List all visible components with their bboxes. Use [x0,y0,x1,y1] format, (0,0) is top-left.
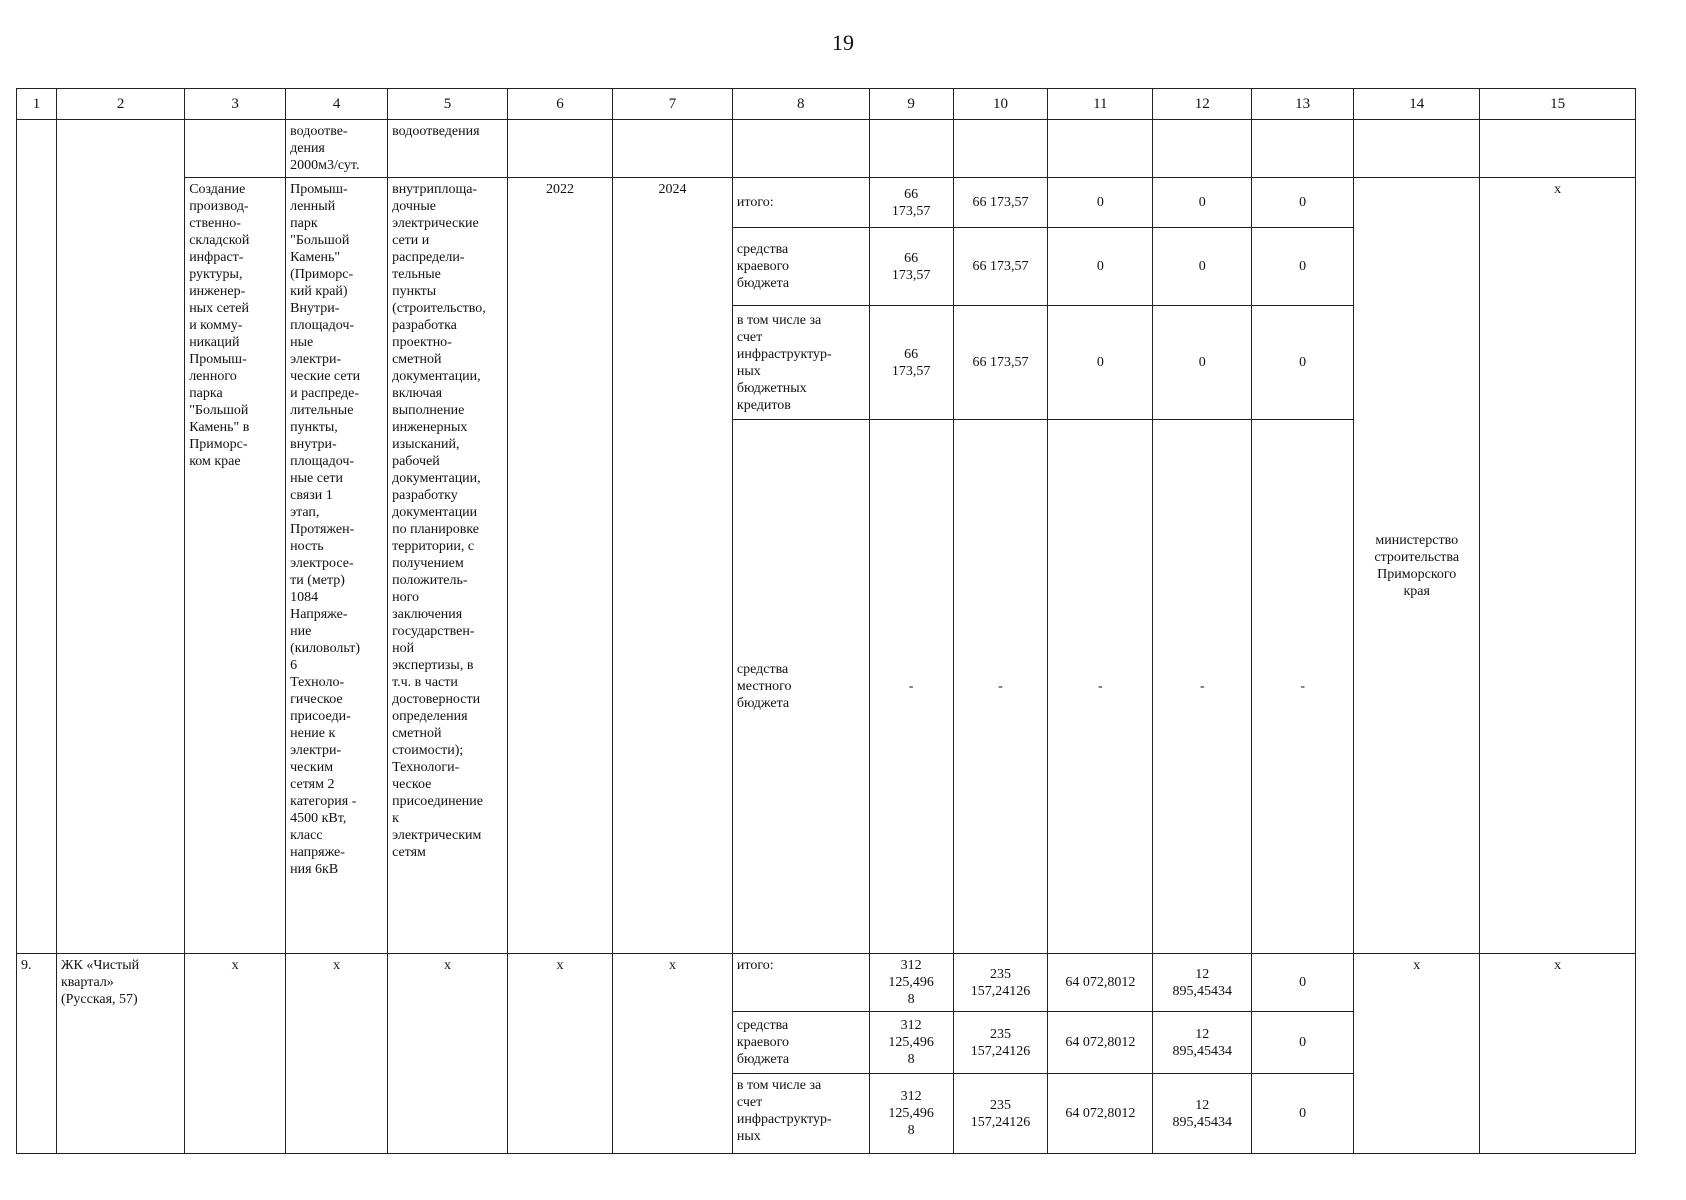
page-number: 19 [832,30,854,55]
x-mark: х [286,954,388,1154]
header-cell: 7 [613,89,733,120]
header-cell: 5 [388,89,508,120]
header-cell: 6 [507,89,612,120]
value-cell: 0 [1252,228,1354,306]
value-cell: 0 [1153,228,1252,306]
x-mark: х [1354,954,1480,1154]
value-cell: 64 072,8012 [1048,1074,1153,1154]
cell-empty [1480,120,1636,178]
value-cell: 312 125,496 8 [869,1074,953,1154]
value-cell: 0 [1153,306,1252,420]
purpose-cell: водоотведения [388,120,508,178]
header-cell: 14 [1354,89,1480,120]
value-cell: - [869,420,953,954]
value-cell: 0 [1252,1012,1354,1074]
start-year: 2022 [507,178,612,954]
responsible-agency: министерство строительства Приморского края [1354,178,1480,954]
project-works: внутриплоща- дочные электрические сети и распредели- тельные пункты (строительство, разработка проектно- сметной документации, включая выполнение инженерных изысканий, рабочей документации, разработку документации по планировке территории, с получением положитель- ного заключения государствен- ной экспертизы, в т.ч. в части достоверности определения сметной стоимости); Технологи- ческое присоединение к электрическим сетям [388,178,508,954]
cell-empty [869,120,953,178]
header-cell: 15 [1480,89,1636,120]
cell-empty [613,120,733,178]
funding-label: в том числе за счет инфраструктур- ных [732,1074,869,1154]
value-cell: 12 895,45434 [1153,1012,1252,1074]
x-mark: х [185,954,286,1154]
value-cell: 0 [1153,178,1252,228]
row-number: 9. [17,954,57,1154]
funding-label: средства краевого бюджета [732,228,869,306]
header-cell: 2 [56,89,184,120]
value-cell: 0 [1252,306,1354,420]
header-cell: 10 [953,89,1048,120]
x-mark: х [1480,954,1636,1154]
value-cell: 0 [1048,306,1153,420]
project-name: ЖК «Чистый квартал» (Русская, 57) [56,954,184,1154]
header-cell: 13 [1252,89,1354,120]
table-row [17,178,1636,228]
x-mark: х [613,954,733,1154]
funding-label: итого: [732,954,869,1012]
continuation-row [17,120,1636,178]
cell-empty [1153,120,1252,178]
x-mark: х [507,954,612,1154]
value-cell: 0 [1048,228,1153,306]
value-cell: 66 173,57 [869,228,953,306]
value-cell: 66 173,57 [953,306,1048,420]
value-cell: 0 [1048,178,1153,228]
value-cell: 312 125,496 8 [869,954,953,1012]
cell-empty [1354,120,1480,178]
value-cell: 66 173,57 [953,178,1048,228]
cell-empty [732,120,869,178]
header-cell: 4 [286,89,388,120]
cell-empty [185,120,286,178]
cell-empty [1252,120,1354,178]
value-cell: 312 125,496 8 [869,1012,953,1074]
value-cell: 0 [1252,178,1354,228]
cell-empty [507,120,612,178]
cell-empty [56,120,184,954]
value-cell: 12 895,45434 [1153,954,1252,1012]
funding-label: средства местного бюджета [732,420,869,954]
value-cell: 12 895,45434 [1153,1074,1252,1154]
value-cell: 66 173,57 [869,306,953,420]
end-year: 2024 [613,178,733,954]
project-description: Промыш- ленный парк "Большой Камень" (Приморс- кий край) Внутри- площадоч- ные электри- ческие сети и распреде- лительные пункты, внутри- площадоч- ные сети связи 1 этап, Протяжен- ность электросе- ти (метр) 1084 Напряже- ние (киловольт) 6 Техноло- гическое присоеди- нение к электри- ческим сетям 2 категория - 4500 кВт, класс напряже- ния 6кВ [286,178,388,954]
value-cell: 64 072,8012 [1048,954,1153,1012]
header-cell: 11 [1048,89,1153,120]
budget-table [16,88,1636,1154]
value-cell: 235 157,24126 [953,1012,1048,1074]
value-cell: - [1252,420,1354,954]
x-mark: х [1480,178,1636,954]
value-cell: 235 157,24126 [953,954,1048,1012]
header-cell: 1 [17,89,57,120]
header-cell: 8 [732,89,869,120]
header-row [17,89,1636,120]
value-cell: 235 157,24126 [953,1074,1048,1154]
header-cell: 3 [185,89,286,120]
project-name: Создание производ- ственно- складской инфраст- руктуры, инженер- ных сетей и комму- никаций Промыш- ленного парка "Большой Камень" в Приморс- ком крае [185,178,286,954]
cell-empty [17,120,57,954]
funding-label: в том числе за счет инфраструктур- ных бюджетных кредитов [732,306,869,420]
value-cell: 66 173,57 [953,228,1048,306]
header-cell: 12 [1153,89,1252,120]
funding-label: средства краевого бюджета [732,1012,869,1074]
value-cell: 0 [1252,1074,1354,1154]
capacity-cell: водоотве- дения 2000м3/сут. [286,120,388,178]
funding-label: итого: [732,178,869,228]
cell-empty [1048,120,1153,178]
cell-empty [953,120,1048,178]
value-cell: - [1048,420,1153,954]
value-cell: 66 173,57 [869,178,953,228]
value-cell: 0 [1252,954,1354,1012]
value-cell: - [953,420,1048,954]
header-cell: 9 [869,89,953,120]
value-cell: - [1153,420,1252,954]
table-row [17,954,1636,1012]
value-cell: 64 072,8012 [1048,1012,1153,1074]
x-mark: х [388,954,508,1154]
